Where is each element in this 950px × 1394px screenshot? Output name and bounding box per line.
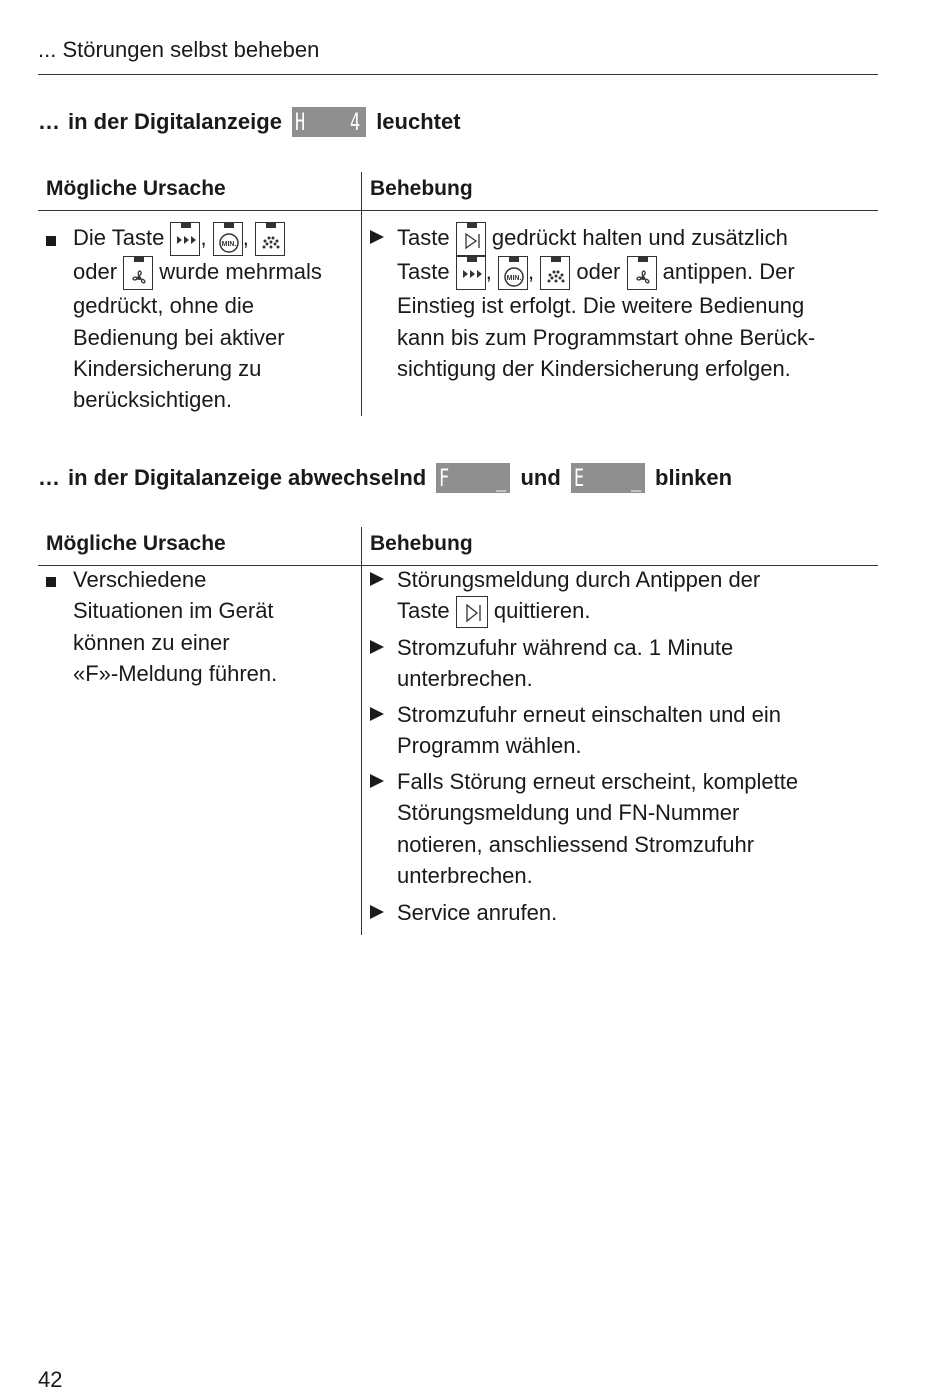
column-divider: [361, 527, 362, 935]
fix-text: quittieren.: [493, 598, 591, 624]
fix-line: Einstieg ist erfolgt. Die weitere Bedienung: [397, 293, 805, 319]
bullet-triangle: [370, 230, 384, 244]
fix-text: gedrückt halten und zusätzlich: [491, 225, 788, 250]
heading-text: in der Digitalanzeige: [68, 109, 282, 135]
bullet-triangle: [370, 572, 384, 586]
triple-arrow-icon: [170, 222, 200, 256]
fix-item: [370, 766, 880, 891]
fix-text: antippen. Der: [662, 259, 795, 285]
bullet-triangle: [370, 640, 384, 654]
section1-table: [38, 172, 878, 413]
display-right-digit: _: [496, 464, 507, 493]
cause-line: Situationen im Gerät: [73, 598, 274, 624]
cause-line: Verschiedene: [73, 567, 207, 592]
fix-line: Stromzufuhr während ca. 1 Minute: [397, 635, 734, 660]
column-divider: [361, 172, 362, 416]
col-cause-header: Mögliche Ursache: [46, 177, 226, 200]
heading-text: in der Digitalanzeige abwechselnd: [68, 465, 427, 491]
fix-text: Taste: [397, 259, 450, 285]
fix-line: Stromzufuhr erneut einschalten und ein: [397, 702, 782, 727]
fix-line: Service anrufen.: [397, 900, 558, 925]
heading-ellipsis: …: [38, 109, 60, 135]
fix-text: Taste: [397, 225, 450, 250]
section1-heading: [38, 104, 461, 139]
svg-text:MIN.: MIN.: [221, 241, 237, 249]
min-clock-icon: [498, 256, 528, 290]
bullet-square: [46, 236, 56, 246]
comma: ,: [200, 225, 207, 250]
fix-line: kann bis zum Programmstart ohne Berück-: [397, 324, 816, 350]
fix-line: Störungsmeldung und FN-Nummer: [397, 800, 740, 826]
comma: ,: [485, 259, 492, 285]
fix-item: [370, 699, 880, 762]
fix-line: Störungsmeldung durch Antippen der: [397, 567, 761, 592]
cause-line: Bedienung bei aktiver: [73, 324, 285, 350]
bullet-triangle: [370, 905, 384, 919]
cause-line: «F»-Meldung führen.: [73, 660, 278, 686]
fix-line: unterbrechen.: [397, 666, 533, 692]
digital-display-e: [571, 463, 645, 493]
cause-text: oder: [73, 259, 118, 285]
fix-item: [370, 897, 880, 928]
cause-line: können zu einer: [73, 629, 230, 655]
cause-line: Kindersicherung zu: [73, 355, 262, 381]
triple-arrow-icon: [456, 256, 486, 290]
page-number: 42: [38, 1367, 63, 1392]
cause-text: Die Taste: [73, 225, 165, 250]
table-header: [38, 172, 878, 211]
bullet-triangle: [370, 707, 384, 721]
cause-text: wurde mehrmals: [159, 259, 322, 285]
digital-display-f: [436, 463, 510, 493]
col-fix-header: Behebung: [370, 532, 473, 555]
fan-icon: [123, 256, 153, 290]
fix-line: unterbrechen.: [397, 862, 533, 888]
bullet-triangle: [370, 774, 384, 788]
col-fix-header: Behebung: [370, 177, 473, 200]
fix-line: Programm wählen.: [397, 733, 582, 759]
display-left-digit: F: [439, 464, 450, 493]
fix-item: [370, 632, 880, 695]
digital-display-h4: [292, 107, 366, 137]
cause-line: berücksichtigen.: [73, 387, 232, 413]
cause-line: gedrückt, ohne die: [73, 293, 255, 319]
dry-dots-icon: [255, 222, 285, 256]
comma: ,: [242, 225, 249, 250]
start-pause-icon: [456, 596, 488, 628]
display-right-digit: 4: [350, 108, 361, 137]
display-left-digit: E: [573, 464, 585, 493]
col-cause-header: Mögliche Ursache: [46, 532, 226, 555]
fix-text: Taste: [397, 598, 450, 624]
header-rule: [38, 74, 878, 75]
fix-item: [370, 222, 880, 384]
min-clock-icon: [213, 222, 243, 256]
fan-icon: [627, 256, 657, 290]
heading-text-post: blinken: [655, 465, 733, 491]
cause-cell: [73, 564, 358, 689]
fix-line: Falls Störung erneut erscheint, komplette: [397, 769, 799, 794]
heading-ellipsis: …: [38, 465, 60, 491]
section2-heading: [38, 460, 732, 495]
dry-dots-icon: [540, 256, 570, 290]
bullet-square: [46, 577, 56, 587]
table-header: [38, 527, 878, 566]
fix-line: notieren, anschliessend Stromzufuhr: [397, 831, 755, 857]
svg-text:MIN.: MIN.: [506, 275, 522, 283]
heading-text-post: leuchtet: [376, 109, 461, 135]
running-header: ... Störungen selbst beheben: [38, 37, 320, 62]
heading-text-mid: und: [520, 465, 561, 491]
cause-cell: [73, 222, 358, 416]
start-pause-icon: [456, 222, 486, 256]
display-right-digit: _: [630, 464, 642, 493]
section2-table: [38, 527, 878, 925]
fix-text: oder: [576, 259, 621, 285]
fix-item: [370, 564, 880, 628]
fix-line: sichtigung der Kindersicherung erfolgen.: [397, 355, 791, 381]
comma: ,: [527, 259, 535, 285]
display-left-digit: H: [295, 108, 306, 137]
